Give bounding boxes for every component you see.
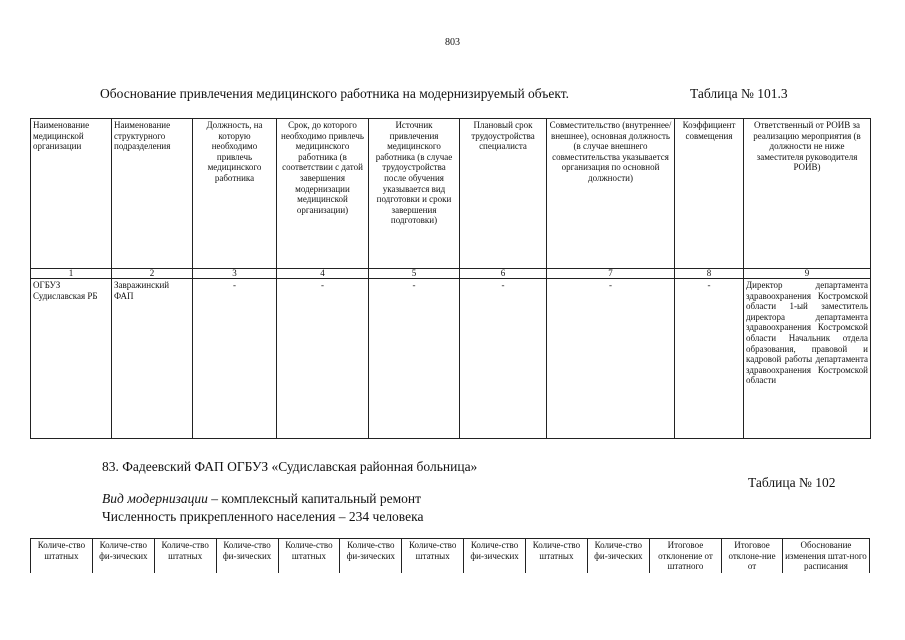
header-staff-count: Количе-ство штатных (278, 539, 340, 574)
table-row (31, 279, 871, 439)
cell-source: - (369, 279, 460, 439)
header-deadline: Срок, до которого необходимо привлечь медицинского работника (в соответствии с датой завершения модернизации медицинской организации) (277, 119, 369, 269)
cell-coef: - (675, 279, 744, 439)
header-coef: Коэффициент совмещения (675, 119, 744, 269)
modernization-type (102, 491, 421, 507)
staff-count-table (30, 538, 870, 573)
header-physical-count: Количе-ство фи-зических (92, 539, 154, 574)
header-planned: Плановый срок трудоустройства специалиста (460, 119, 547, 269)
header-staff-count: Количе-ство штатных (402, 539, 464, 574)
cell-deadline: - (277, 279, 369, 439)
header-physical-count: Количе-ство фи-зических (216, 539, 278, 574)
header-responsible: Ответственный от РОИВ за реализацию мероприятия (в должности не ниже заместителя руководителя РОИВ) (744, 119, 871, 269)
table-title: Обоснование привлечения медицинского работника на модернизируемый объект. (100, 86, 569, 101)
header-staff-count: Количе-ство штатных (31, 539, 93, 574)
staffing-table (30, 118, 871, 439)
header-physical-count: Количе-ство фи-зических (464, 539, 526, 574)
section-title: 83. Фадеевский ФАП ОГБУЗ «Судиславская районная больница» (102, 459, 478, 474)
col-number: 2 (112, 269, 193, 279)
col-number: 9 (744, 269, 871, 279)
table-number: Таблица № 101.3 (690, 86, 788, 101)
header-combination: Совместительство (внутреннее/внешнее), основная должность (в случае внешнего совместительства указывается организация по основной должности) (547, 119, 675, 269)
header-source: Источник привлечения медицинского работника (в случае трудоустройства после обучения указывается вид подготовки и сроки завершения подготовки) (369, 119, 460, 269)
header-position: Должность, на которую необходимо привлечь медицинского работника (193, 119, 277, 269)
cell-responsible: Директор департамента здравоохранения Костромской области 1-ый заместитель директора департамента здравоохранения Костромской области Начальник отдела образования, правовой и кадровой работы департамента здравоохранения Костромской области (744, 279, 871, 439)
cell-org: ОГБУЗ Судиславская РБ (31, 279, 112, 439)
header-org: Наименование медицинской организации (31, 119, 112, 269)
cell-position: - (193, 279, 277, 439)
page-number: 803 (445, 37, 460, 48)
col-number: 4 (277, 269, 369, 279)
col-number: 8 (675, 269, 744, 279)
cell-planned: - (460, 279, 547, 439)
col-number: 7 (547, 269, 675, 279)
modernization-label: Вид модернизации (102, 491, 208, 506)
header-total-deviation: Итоговое отклоне-ние от (722, 539, 783, 574)
col-number: 5 (369, 269, 460, 279)
cell-unit: Завражинский ФАП (112, 279, 193, 439)
header-total-deviation-staff: Итоговое отклонение от штатного (649, 539, 721, 574)
col-number: 6 (460, 269, 547, 279)
cell-combination: - (547, 279, 675, 439)
modernization-value: – комплексный капитальный ремонт (207, 491, 422, 506)
population: Численность прикрепленного населения – 234 человека (102, 509, 424, 524)
header-staff-count: Количе-ство штатных (154, 539, 216, 574)
table-number-2: Таблица № 102 (748, 475, 836, 490)
header-physical-count: Количе-ство фи-зических (587, 539, 649, 574)
header-physical-count: Количе-ство фи-зических (340, 539, 402, 574)
col-number: 1 (31, 269, 112, 279)
header-justification: Обоснование изменения штат-ного расписания (782, 539, 869, 574)
header-unit: Наименование структурного подразделения (112, 119, 193, 269)
col-number: 3 (193, 269, 277, 279)
header-staff-count: Количе-ство штатных (526, 539, 588, 574)
